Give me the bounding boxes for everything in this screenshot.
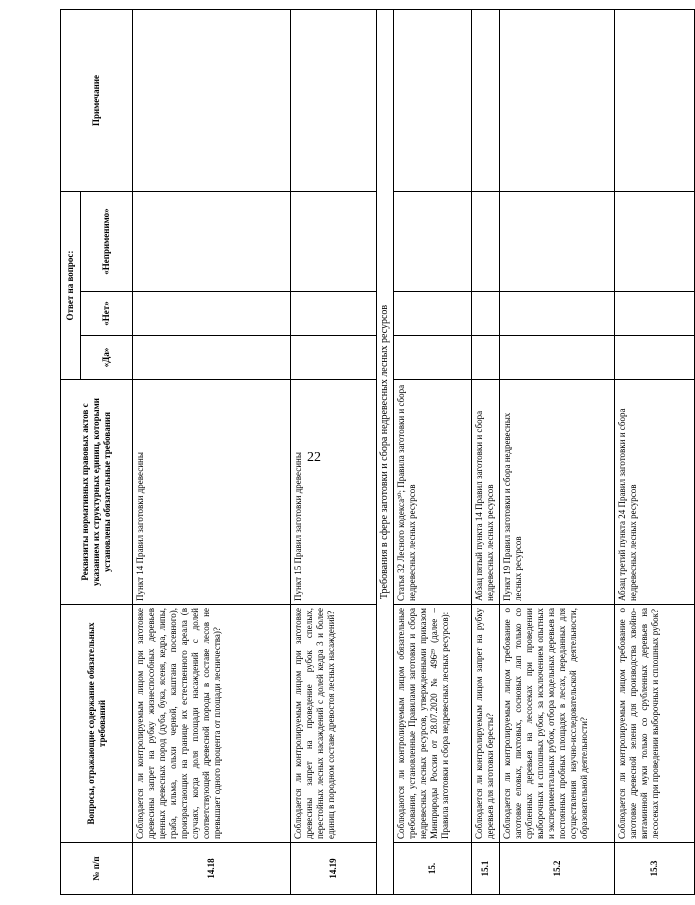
section-title: Требования в сфере заготовки и сбора недревесных лесных ресурсов: [377, 10, 394, 895]
row-requisites: Абзац пятый пункта 14 Правил заготовки и сбора недревесных лесных ресурсов: [472, 380, 500, 605]
note-cell[interactable]: [472, 10, 500, 192]
row-number: 15.3: [615, 843, 695, 895]
row-number: 15.2: [500, 843, 615, 895]
page-number: 22: [307, 450, 321, 465]
row-number: 14.19: [291, 843, 377, 895]
row-requisites: Пункт 19 Правил заготовки и сбора недревесных лесных ресурсов: [500, 380, 615, 605]
header-requisites: Реквизиты нормативных правовых актов с указанием их структурных единиц, которыми установлены обязательные требования: [61, 380, 133, 605]
row-number: 14.18: [133, 843, 291, 895]
answer-yes-cell[interactable]: [133, 336, 291, 380]
header-note: Примечание: [61, 10, 133, 192]
answer-na-cell[interactable]: [291, 192, 377, 292]
row-requisites: Пункт 15 Правил заготовки древесины: [291, 380, 377, 605]
answer-na-cell[interactable]: [500, 192, 615, 292]
header-yes: «Да»: [81, 336, 133, 380]
note-cell[interactable]: [500, 10, 615, 192]
note-cell[interactable]: [133, 10, 291, 192]
row-requisites: Статья 32 Лесного кодекса³⁰; Правила заготовки и сбора недревесных лесных ресурсов: [394, 380, 472, 605]
answer-no-cell[interactable]: [500, 292, 615, 336]
table-row: [291, 10, 377, 895]
note-cell[interactable]: [394, 10, 472, 192]
answer-na-cell[interactable]: [394, 192, 472, 292]
row-requisites: Пункт 14 Правил заготовки древесины: [133, 380, 291, 605]
answer-no-cell[interactable]: [615, 292, 695, 336]
table-row: [472, 10, 500, 895]
checklist-table: [60, 9, 695, 895]
row-question: Соблюдаются ли контролируемым лицом обязательные требования, установленные Правилами заготовки и сбора недревесных лесных ресурсов, утвержденными приказом Минприроды России от 28.07.2020 № 496²⁹ (далее – Правила заготовки и сбора недревесных лесных ресурсов):: [394, 605, 472, 843]
answer-na-cell[interactable]: [133, 192, 291, 292]
header-na: «Неприменимо»: [81, 192, 133, 292]
row-requisites: Абзац третий пункта 24 Правил заготовки и сбора недревесных лесных ресурсов: [615, 380, 695, 605]
answer-yes-cell[interactable]: [472, 336, 500, 380]
row-number: 15.: [394, 843, 472, 895]
answer-no-cell[interactable]: [394, 292, 472, 336]
table-row: [615, 10, 695, 895]
row-question: Соблюдается ли контролируемым лицом запрет на рубку деревьев для заготовки бересты?: [472, 605, 500, 843]
section-row: [377, 10, 394, 895]
answer-no-cell[interactable]: [133, 292, 291, 336]
answer-no-cell[interactable]: [472, 292, 500, 336]
answer-na-cell[interactable]: [472, 192, 500, 292]
row-question: Соблюдается ли контролируемым лицом при заготовке древесины запрет на проведение рубок спелых, перестойных лесных насаждений с долей кедра 3 и более единиц в породном составе древостоя лесных насаждений?: [291, 605, 377, 843]
row-question: Соблюдается ли контролируемым лицом при заготовке древесины запрет на рубку жизнеспособных деревьев ценных древесных пород (дуба, бука, ясеня, кедра, липы, граба, ильма, ольхи черной, каштана посевного), произрастающих на границе их естественного ареала (в случаях, когда доля площади насаждений с долей соответствующей древесной породы в составе лесов не превышает одного процента от площади лесничества)?: [133, 605, 291, 843]
header-no: «Нет»: [81, 292, 133, 336]
row-question: Соблюдается ли контролируемым лицом требование о заготовке древесной зелени для производства хвойно-витаминной муки только со срубленных деревьев на лесосеках при проведении выборочных и сплошных рубок?: [615, 605, 695, 843]
answer-yes-cell[interactable]: [394, 336, 472, 380]
note-cell[interactable]: [291, 10, 377, 192]
table-row: [394, 10, 472, 895]
row-question: Соблюдается ли контролируемым лицом требование о заготовке еловых, пихтовых, сосновых лап только со срубленных деревьев на лесосеках при проведении выборочных и сплошных рубок, за исключением опытных и экспериментальных рубок, отбора модельных деревьев на постоянных пробных площадях в лесах, переданных для осуществления научно-исследовательской деятельности, образовательной деятельности?: [500, 605, 615, 843]
answer-yes-cell[interactable]: [615, 336, 695, 380]
note-cell[interactable]: [615, 10, 695, 192]
answer-yes-cell[interactable]: [500, 336, 615, 380]
header-num: № п/п: [61, 843, 133, 895]
header-question: Вопросы, отражающие содержание обязательных требований: [61, 605, 133, 843]
header-answer-group: Ответ на вопрос:: [61, 192, 81, 380]
table-row: [500, 10, 615, 895]
answer-yes-cell[interactable]: [291, 336, 377, 380]
table-row: [133, 10, 291, 895]
answer-na-cell[interactable]: [615, 192, 695, 292]
answer-no-cell[interactable]: [291, 292, 377, 336]
rotated-page: [60, 10, 661, 895]
row-number: 15.1: [472, 843, 500, 895]
